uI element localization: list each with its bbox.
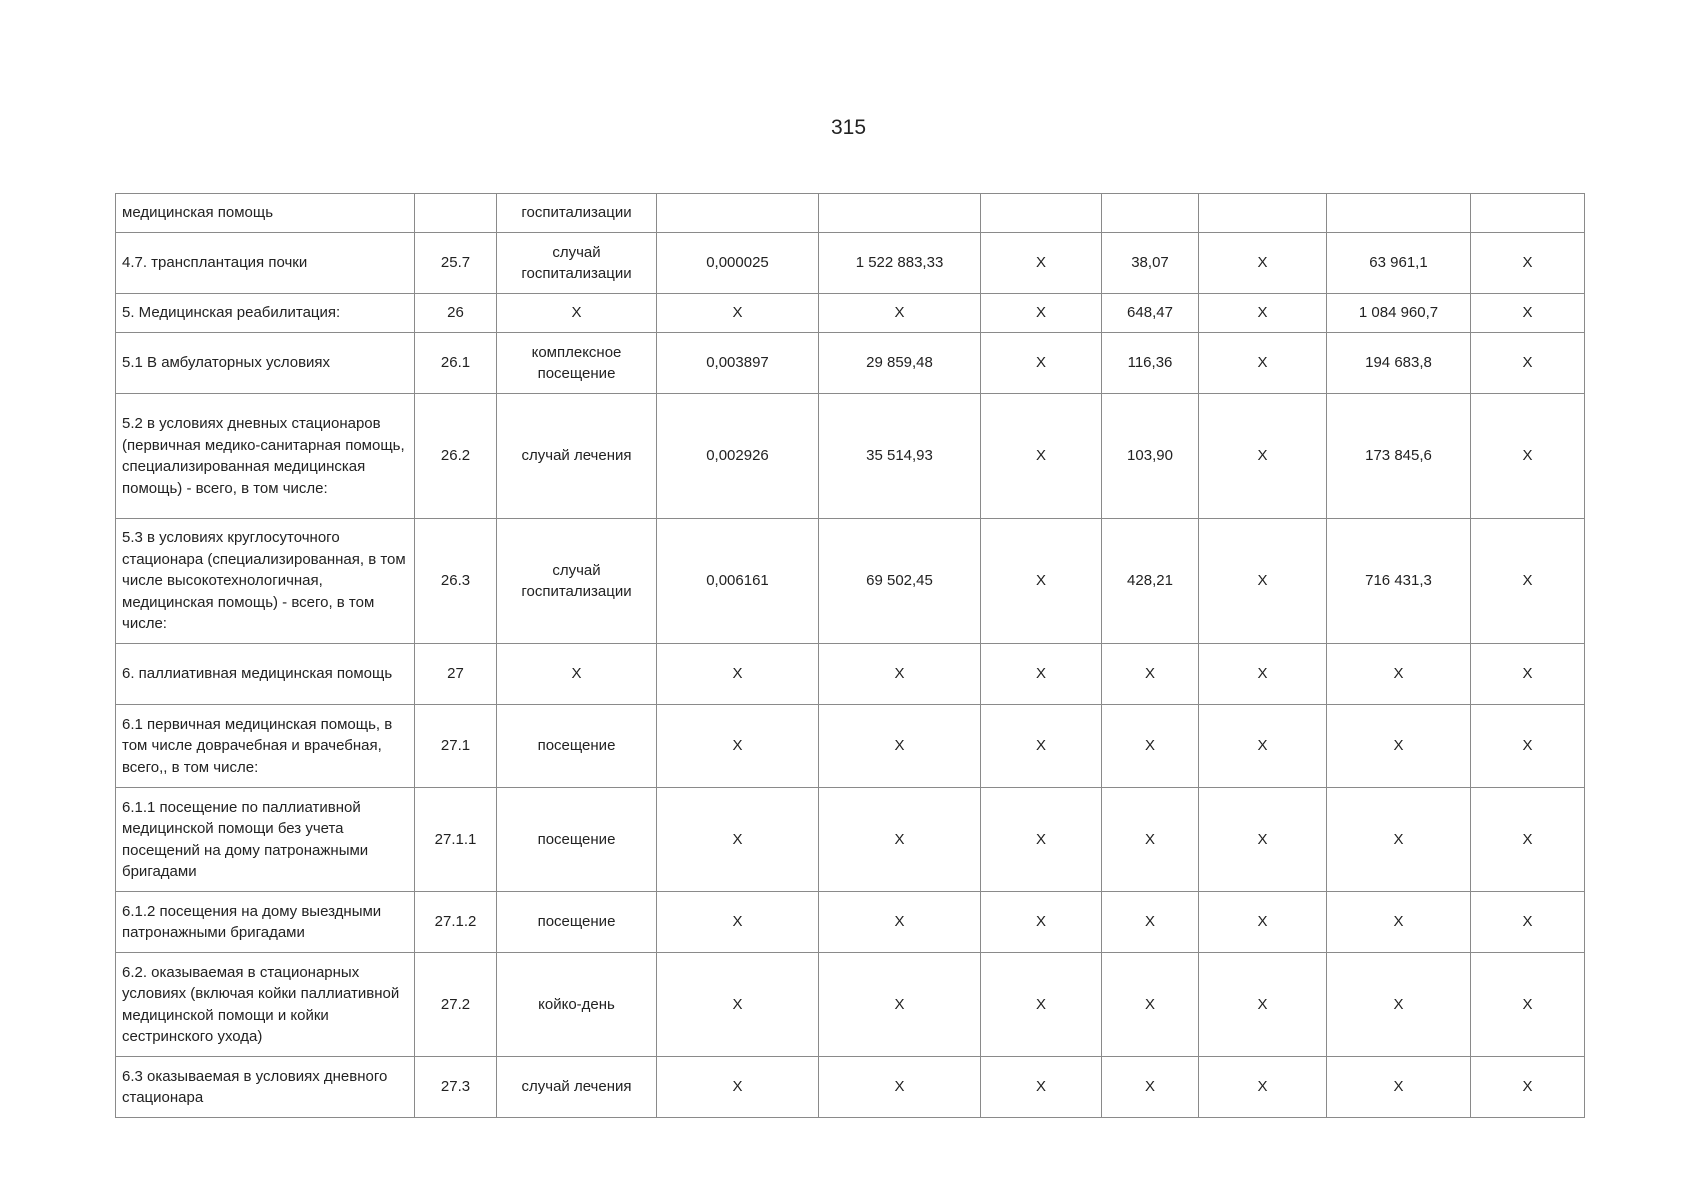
- cell-col-10: X: [1471, 1057, 1585, 1118]
- cell-unit: койко-день: [497, 953, 657, 1057]
- cell-col-7: 648,47: [1102, 294, 1199, 333]
- cell-norm-volume: 0,000025: [657, 233, 819, 294]
- cell-col-7: X: [1102, 892, 1199, 953]
- cell-col-10: X: [1471, 892, 1585, 953]
- cell-unit: комплексное посещение: [497, 333, 657, 394]
- cell-norm-volume: [657, 194, 819, 233]
- cell-unit: госпитализации: [497, 194, 657, 233]
- table-row: [116, 953, 1585, 1057]
- cell-col-6: X: [981, 1057, 1102, 1118]
- cell-norm-cost: X: [819, 892, 981, 953]
- cell-row-code: 26: [415, 294, 497, 333]
- cell-row-name: 5.3 в условиях круглосуточного стационара (специализированная, в том числе высокотехнологичная, медицинская помощь) - всего, в том числе:: [116, 519, 415, 644]
- cell-col-7: X: [1102, 644, 1199, 705]
- cell-col-9: 716 431,3: [1327, 519, 1471, 644]
- table-row: [116, 519, 1585, 644]
- table-row: [116, 394, 1585, 519]
- cell-col-10: X: [1471, 953, 1585, 1057]
- cell-col-10: X: [1471, 705, 1585, 788]
- cell-norm-volume: X: [657, 892, 819, 953]
- cell-col-6: X: [981, 705, 1102, 788]
- cell-col-6: X: [981, 519, 1102, 644]
- cell-col-10: X: [1471, 519, 1585, 644]
- cell-unit: посещение: [497, 788, 657, 892]
- cell-col-7: X: [1102, 1057, 1199, 1118]
- cell-norm-volume: X: [657, 644, 819, 705]
- cell-unit: случай лечения: [497, 1057, 657, 1118]
- cell-norm-volume: X: [657, 294, 819, 333]
- cell-norm-cost: 1 522 883,33: [819, 233, 981, 294]
- cell-col-7: 103,90: [1102, 394, 1199, 519]
- cell-norm-volume: X: [657, 1057, 819, 1118]
- cell-col-9: X: [1327, 788, 1471, 892]
- cell-norm-cost: X: [819, 1057, 981, 1118]
- cell-row-name: медицинская помощь: [116, 194, 415, 233]
- cell-col-7: 116,36: [1102, 333, 1199, 394]
- cell-row-name: 6.1 первичная медицинская помощь, в том числе доврачебная и врачебная, всего,, в том числе:: [116, 705, 415, 788]
- cell-norm-cost: X: [819, 953, 981, 1057]
- cell-col-6: X: [981, 233, 1102, 294]
- cell-norm-cost: 29 859,48: [819, 333, 981, 394]
- cell-norm-volume: X: [657, 788, 819, 892]
- page-number: 315: [830, 116, 867, 139]
- table-row: [116, 333, 1585, 394]
- cell-norm-volume: X: [657, 953, 819, 1057]
- cell-col-9: X: [1327, 953, 1471, 1057]
- cell-row-name: 5.2 в условиях дневных стационаров (первичная медико-санитарная помощь, специализированная медицинская помощь) - всего, в том числе:: [116, 394, 415, 519]
- cell-norm-volume: 0,006161: [657, 519, 819, 644]
- cell-row-code: 27.2: [415, 953, 497, 1057]
- cell-row-code: 27.1: [415, 705, 497, 788]
- cell-row-code: 26.3: [415, 519, 497, 644]
- data-table: [115, 193, 1585, 1118]
- cell-row-name: 6.1.1 посещение по паллиативной медицинской помощи без учета посещений на дому патронажными бригадами: [116, 788, 415, 892]
- cell-col-6: X: [981, 333, 1102, 394]
- cell-col-9: X: [1327, 705, 1471, 788]
- cell-row-name: 6. паллиативная медицинская помощь: [116, 644, 415, 705]
- cell-row-name: 6.3 оказываемая в условиях дневного стационара: [116, 1057, 415, 1118]
- table-row: [116, 644, 1585, 705]
- table-row: [116, 294, 1585, 333]
- cell-col-9: X: [1327, 892, 1471, 953]
- cell-col-8: [1199, 194, 1327, 233]
- cell-col-8: X: [1199, 1057, 1327, 1118]
- cell-col-8: X: [1199, 294, 1327, 333]
- cell-col-9: X: [1327, 644, 1471, 705]
- cell-col-10: [1471, 194, 1585, 233]
- cell-norm-cost: X: [819, 788, 981, 892]
- cell-norm-cost: 35 514,93: [819, 394, 981, 519]
- cell-col-6: X: [981, 394, 1102, 519]
- cell-row-name: 5. Медицинская реабилитация:: [116, 294, 415, 333]
- cell-col-10: X: [1471, 233, 1585, 294]
- cell-col-7: X: [1102, 953, 1199, 1057]
- cell-col-7: X: [1102, 705, 1199, 788]
- cell-unit: посещение: [497, 892, 657, 953]
- table-row: [116, 194, 1585, 233]
- cell-col-9: 194 683,8: [1327, 333, 1471, 394]
- cell-col-7: [1102, 194, 1199, 233]
- cell-col-7: 428,21: [1102, 519, 1199, 644]
- cell-unit: посещение: [497, 705, 657, 788]
- cell-row-name: 5.1 В амбулаторных условиях: [116, 333, 415, 394]
- cell-norm-cost: X: [819, 294, 981, 333]
- cell-row-code: 27.1.2: [415, 892, 497, 953]
- cell-norm-cost: X: [819, 644, 981, 705]
- cell-col-6: X: [981, 953, 1102, 1057]
- cell-norm-cost: 69 502,45: [819, 519, 981, 644]
- cell-col-10: X: [1471, 394, 1585, 519]
- cell-unit: случай госпитализации: [497, 233, 657, 294]
- cell-row-name: 6.1.2 посещения на дому выездными патронажными бригадами: [116, 892, 415, 953]
- cell-norm-cost: [819, 194, 981, 233]
- table-row: [116, 233, 1585, 294]
- table-row: [116, 1057, 1585, 1118]
- cell-unit: X: [497, 294, 657, 333]
- table-row: [116, 788, 1585, 892]
- cell-row-code: 26.2: [415, 394, 497, 519]
- cell-col-8: X: [1199, 892, 1327, 953]
- table-row: [116, 705, 1585, 788]
- cell-unit: X: [497, 644, 657, 705]
- cell-row-name: 6.2. оказываемая в стационарных условиях (включая койки паллиативной медицинской помощи и койки сестринского ухода): [116, 953, 415, 1057]
- cell-row-code: 27.3: [415, 1057, 497, 1118]
- cell-norm-volume: 0,002926: [657, 394, 819, 519]
- cell-col-7: 38,07: [1102, 233, 1199, 294]
- cell-row-code: 27: [415, 644, 497, 705]
- cell-row-name: 4.7. трансплантация почки: [116, 233, 415, 294]
- cell-row-code: [415, 194, 497, 233]
- cell-col-6: X: [981, 892, 1102, 953]
- cell-col-8: X: [1199, 788, 1327, 892]
- cell-col-6: [981, 194, 1102, 233]
- cell-col-7: X: [1102, 788, 1199, 892]
- cell-unit: случай лечения: [497, 394, 657, 519]
- cell-col-6: X: [981, 294, 1102, 333]
- cell-norm-volume: X: [657, 705, 819, 788]
- cell-col-10: X: [1471, 788, 1585, 892]
- cell-norm-cost: X: [819, 705, 981, 788]
- cell-col-9: X: [1327, 1057, 1471, 1118]
- table-row: [116, 892, 1585, 953]
- cell-col-8: X: [1199, 644, 1327, 705]
- cell-row-code: 27.1.1: [415, 788, 497, 892]
- cell-col-10: X: [1471, 333, 1585, 394]
- cell-col-8: X: [1199, 705, 1327, 788]
- cell-col-9: 63 961,1: [1327, 233, 1471, 294]
- cell-norm-volume: 0,003897: [657, 333, 819, 394]
- cell-col-9: 173 845,6: [1327, 394, 1471, 519]
- cell-row-code: 25.7: [415, 233, 497, 294]
- cell-col-9: [1327, 194, 1471, 233]
- cell-col-8: X: [1199, 333, 1327, 394]
- cell-col-8: X: [1199, 519, 1327, 644]
- cell-row-code: 26.1: [415, 333, 497, 394]
- cell-col-6: X: [981, 788, 1102, 892]
- cell-col-6: X: [981, 644, 1102, 705]
- cell-col-8: X: [1199, 394, 1327, 519]
- cell-col-10: X: [1471, 294, 1585, 333]
- cell-col-9: 1 084 960,7: [1327, 294, 1471, 333]
- cell-col-8: X: [1199, 233, 1327, 294]
- cell-col-8: X: [1199, 953, 1327, 1057]
- cell-col-10: X: [1471, 644, 1585, 705]
- cell-unit: случай госпитализации: [497, 519, 657, 644]
